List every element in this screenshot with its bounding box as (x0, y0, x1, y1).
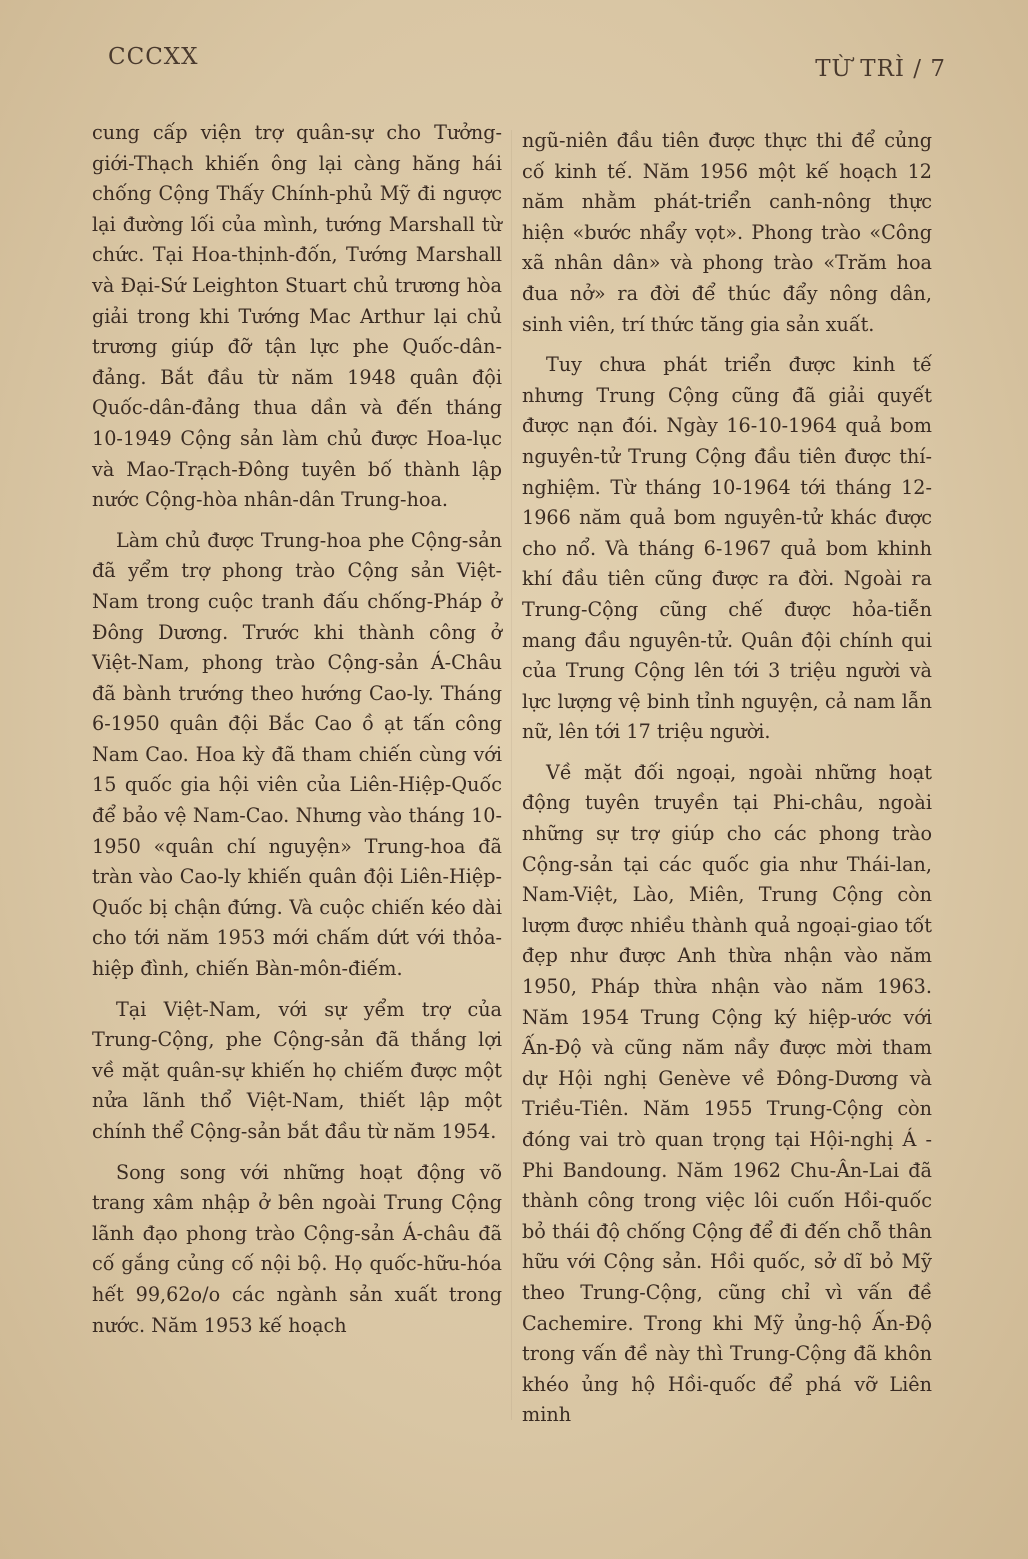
paragraph: Làm chủ được Trung-hoa phe Cộng-sản đã yểm trợ phong trào Cộng sản Việt-Nam trong cuộc tranh đấu chống-Pháp ở Đông Dương. Trước khi thành công ở Việt-Nam, phong trào Cộng-sản Á-Châu đã bành trướng theo hướng Cao-ly. Tháng 6-1950 quân đội Bắc Cao ồ ạt tấn công Nam Cao. Hoa kỳ đã tham chiến cùng với 15 quốc gia hội viên của Liên-Hiệp-Quốc để bảo vệ Nam-Cao. Nhưng vào tháng 10-1950 «quân chí nguyện» Trung-hoa đã tràn vào Cao-ly khiến quân đội Liên-Hiệp-Quốc bị chận đứng. Và cuộc chiến kéo dài cho tới năm 1953 mới chấm dứt với thỏa-hiệp đình, chiến Bàn-môn-điếm. (92, 528, 502, 981)
paragraph: ngũ-niên đầu tiên được thực thi để củng cố kinh tế. Năm 1956 một kế hoạch 12 năm nhằm phát-triển canh-nông thực hiện «bước nhẩy vọt». Phong trào «Công xã nhân dân» và phong trào «Trăm hoa đua nở» ra đời để thúc đẩy nông dân, sinh viên, trí thức tăng gia sản xuất. (522, 129, 932, 336)
left-column (92, 118, 502, 1351)
right-column (522, 126, 932, 1441)
page-header-left: CCCXX (108, 44, 199, 70)
paragraph: Song song với những hoạt động võ trang xâm nhập ở bên ngoài Trung Cộng lãnh đạo phong trào Cộng-sản Á-châu đã cố gắng củng cố nội bộ. Họ quốc-hữu-hóa hết 99,62o/o các ngành sản xuất trong nước. Năm 1953 kế hoạch (92, 1160, 502, 1337)
paragraph: Tuy chưa phát triển được kinh tế nhưng Trung Cộng cũng đã giải quyết được nạn đói. Ngày 16-10-1964 quả bom nguyên-tử Trung Cộng đầu tiên được thí-nghiệm. Từ tháng 10-1964 tới tháng 12-1966 năm quả bom nguyên-tử khác được cho nổ. Và tháng 6-1967 quả bom khinh khí đầu tiên cũng được ra đời. Ngoài ra Trung-Cộng cũng chế được hỏa-tiễn mang đầu nguyên-tử. Quân đội chính qui của Trung Cộng lên tới 3 triệu người và lực lượng vệ binh tỉnh nguyện, cả nam lẫn nữ, lên tới 17 triệu người. (522, 353, 932, 744)
paragraph: Tại Việt-Nam, với sự yểm trợ của Trung-Cộng, phe Cộng-sản đã thắng lợi về mặt quân-sự khiến họ chiếm được một nửa lãnh thổ Việt-Nam, thiết lập một chính thể Cộng-sản bắt đầu từ năm 1954. (92, 997, 502, 1143)
column-gutter (511, 130, 512, 1420)
page-header-right: TỪ TRÌ / 7 (815, 56, 946, 82)
paragraph: cung cấp viện trợ quân-sự cho Tưởng-giới-Thạch khiến ông lại càng hăng hái chống Cộng Thấy Chính-phủ Mỹ đi ngược lại đường lối của mình, tướng Marshall từ chức. Tại Hoa-thịnh-đốn, Tướng Marshall và Đại-Sứ Leighton Stuart chủ trương hòa giải trong khi Tướng Mac Arthur lại chủ trương giúp đỡ tận lực phe Quốc-dân-đảng. Bắt đầu từ năm 1948 quân đội Quốc-dân-đảng thua dần và đến tháng 10-1949 Cộng sản làm chủ được Hoa-lục và Mao-Trạch-Đông tuyên bố thành lập nước Cộng-hòa nhân-dân Trung-hoa. (92, 121, 502, 512)
paragraph: Về mặt đối ngoại, ngoài những hoạt động tuyên truyền tại Phi-châu, ngoài những sự trợ giúp cho các phong trào Cộng-sản tại các quốc gia như Thái-lan, Nam-Việt, Lào, Miên, Trung Cộng còn lượm được nhiều thành quả ngoại-giao tốt đẹp như được Anh thừa nhận vào năm 1950, Pháp thừa nhận vào năm 1963. Năm 1954 Trung Cộng ký hiệp-ước với Ấn-Độ và cũng năm nầy được mời tham dự Hội nghị Genève về Đông-Dương và Triều-Tiên. Năm 1955 Trung-Cộng còn đóng vai trò quan trọng tại Hội-nghị Á - Phi Bandoung. Năm 1962 Chu-Ân-Lai đã thành công trong việc lôi cuốn Hồi-quốc bỏ thái độ chống Cộng để đi đến chỗ thân hữu với Cộng sản. Hồi quốc, sở dĩ bỏ Mỹ theo Trung-Cộng, cũng chỉ vì vấn đề Cachemire. Trong khi Mỹ ủng-hộ Ấn-Độ trong vấn đề này thì Trung-Cộng đã khôn khéo ủng hộ Hồi-quốc để phá vỡ Liên minh (522, 760, 932, 1427)
